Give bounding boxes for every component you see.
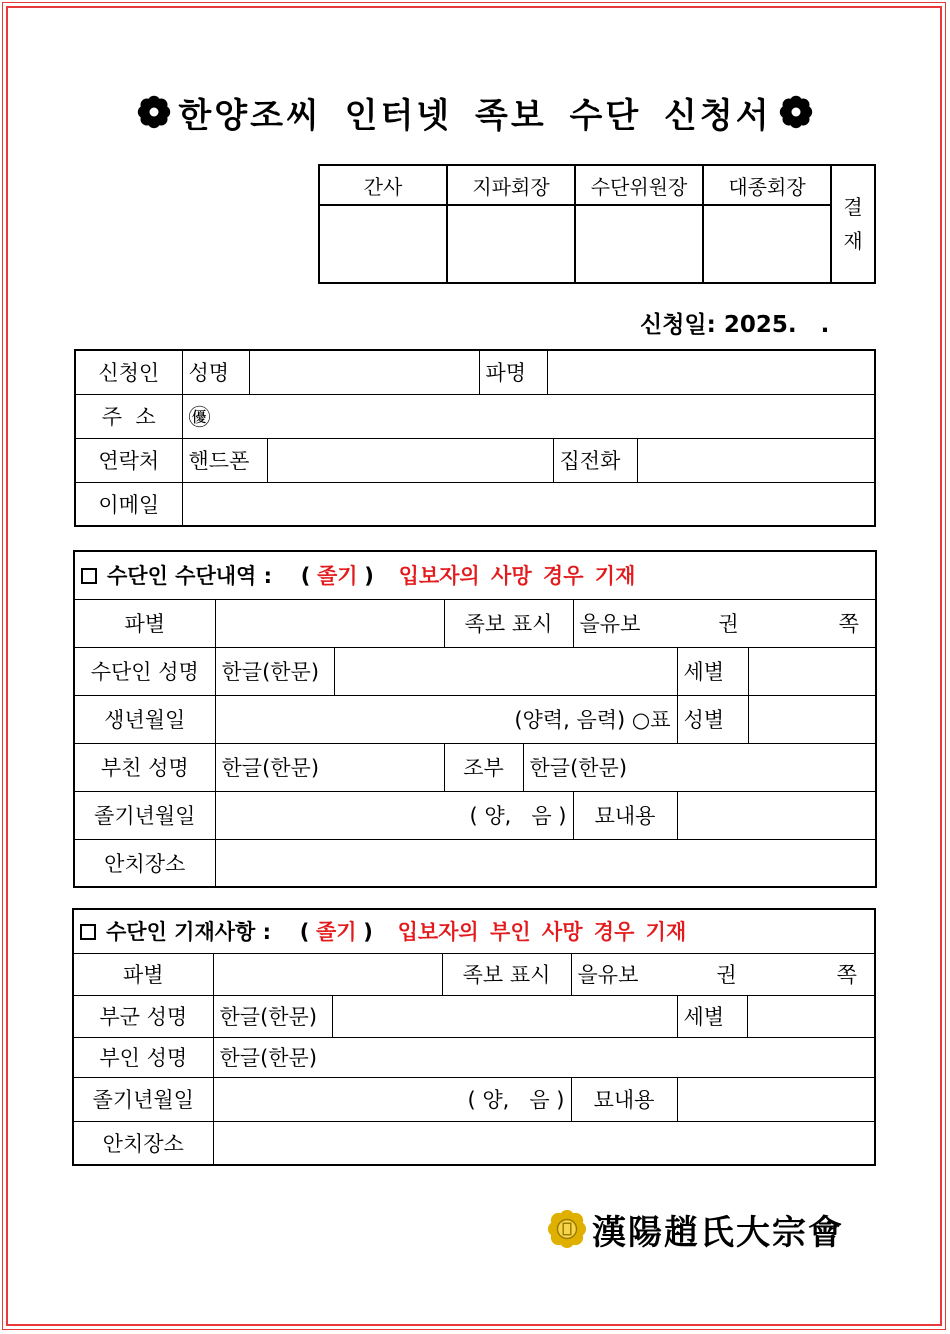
form-title: [130, 86, 820, 138]
s2-volume-unit: 권: [716, 963, 737, 987]
section1-tag: 졸기: [317, 564, 358, 589]
section1-heading-row: [74, 551, 876, 599]
s2-wife-field[interactable]: [213, 1037, 875, 1077]
flower-icon: [136, 94, 172, 130]
approval-header-branch-president: 지파회장: [447, 165, 575, 205]
s1-jokbo-field[interactable]: [573, 599, 876, 647]
clan-seal-icon: [548, 1210, 586, 1248]
s2-death-hint: ( 양, 음 ): [467, 1088, 565, 1112]
application-date-value[interactable]: 2025. .: [723, 312, 830, 338]
email-field[interactable]: [182, 482, 875, 526]
approval-sign-secretary[interactable]: [319, 205, 447, 283]
s1-burial-label: 안치장소: [74, 839, 215, 887]
s1-death-label: 졸기년월일: [74, 791, 215, 839]
mobile-field[interactable]: [267, 438, 553, 482]
section2-tag: 졸기: [316, 920, 357, 945]
approval-table: [318, 164, 876, 284]
approval-sign-committee-chair[interactable]: [575, 205, 703, 283]
postal-mark-icon: ㊝: [188, 405, 211, 431]
s2-death-field[interactable]: [213, 1077, 571, 1121]
s1-generation-field[interactable]: [748, 647, 876, 695]
approval-sign-clan-president[interactable]: [703, 205, 831, 283]
section1-tag-open: (: [300, 564, 311, 589]
s1-death-field[interactable]: [215, 791, 573, 839]
section1-heading: 수단인 수단내역 :: [107, 564, 273, 589]
s2-death-label: 졸기년월일: [73, 1077, 213, 1121]
s1-sex-label: 성별: [677, 695, 748, 743]
s2-burial-label: 안치장소: [73, 1121, 213, 1165]
form-title-text: 한양조씨 인터넷 족보 수단 신청서: [178, 95, 772, 136]
email-label: 이메일: [75, 482, 182, 526]
s2-generation-field[interactable]: [747, 995, 875, 1037]
s1-pa-label: 파별: [74, 599, 215, 647]
section2-tag-close: ): [363, 920, 373, 945]
organization-name: 漢陽趙氏大宗會: [592, 1212, 844, 1253]
s1-burial-field[interactable]: [215, 839, 876, 887]
s2-husband-label: 부군 성명: [73, 995, 213, 1037]
s2-pa-field[interactable]: [213, 953, 442, 995]
checkbox-square-icon: [81, 568, 97, 584]
applicant-table: [74, 349, 876, 527]
applicant-name-label: 성명: [182, 350, 249, 394]
s1-name-field[interactable]: [334, 647, 677, 695]
section2-table: [72, 908, 876, 1166]
s1-name-hangul-label: 한글(한문): [215, 647, 334, 695]
s1-volume-prefix: 을유보: [579, 612, 641, 636]
applicant-pa-label: 파명: [479, 350, 547, 394]
s1-volume-unit: 권: [718, 612, 739, 636]
s2-grave-label: 묘내용: [571, 1077, 677, 1121]
section1-note: 입보자의 사망 경우 기재: [398, 564, 636, 589]
s2-page-unit: 쪽: [836, 963, 857, 987]
s1-grave-label: 묘내용: [573, 791, 677, 839]
s1-page-unit: 쪽: [838, 612, 859, 636]
home-phone-label: 집전화: [553, 438, 637, 482]
application-date: [640, 306, 829, 339]
checkbox-square-icon: [80, 924, 96, 940]
s2-generation-label: 세별: [677, 995, 747, 1037]
s1-jokbo-label: 족보 표시: [444, 599, 573, 647]
s1-death-hint: ( 양, 음 ): [469, 804, 567, 828]
address-label: 주 소: [75, 394, 182, 438]
s1-sex-field[interactable]: [748, 695, 876, 743]
s2-wife-label: 부인 성명: [73, 1037, 213, 1077]
address-field[interactable]: [182, 394, 875, 438]
s1-grave-field[interactable]: [677, 791, 876, 839]
approval-header-secretary: 간사: [319, 165, 447, 205]
approval-header-clan-president: 대종회장: [703, 165, 831, 205]
s1-birth-label: 생년월일: [74, 695, 215, 743]
s2-volume-prefix: 을유보: [577, 963, 639, 987]
s1-father-field[interactable]: [215, 743, 444, 791]
section2-heading: 수단인 기재사항 :: [106, 920, 272, 945]
s2-burial-field[interactable]: [213, 1121, 875, 1165]
section2-tag-open: (: [299, 920, 310, 945]
approval-sign-branch-president[interactable]: [447, 205, 575, 283]
s1-birth-hint: (양력, 음력) ○표: [514, 708, 671, 732]
contact-label: 연락처: [75, 438, 182, 482]
section2-heading-row: [73, 909, 875, 953]
s1-father-label: 부친 성명: [74, 743, 215, 791]
s2-husband-hangul-label: 한글(한문): [213, 995, 332, 1037]
s2-wife-hangul-label: 한글(한문): [219, 1046, 318, 1070]
section1-table: [73, 550, 877, 888]
s2-jokbo-label: 족보 표시: [442, 953, 571, 995]
s1-birth-field[interactable]: [215, 695, 677, 743]
section2-note: 입보자의 부인 사망 경우 기재: [397, 920, 687, 945]
s1-generation-label: 세별: [677, 647, 748, 695]
application-date-label: 신청일:: [640, 312, 716, 338]
applicant-label: 신청인: [75, 350, 182, 394]
s2-husband-field[interactable]: [332, 995, 677, 1037]
s2-grave-field[interactable]: [677, 1077, 875, 1121]
s2-pa-label: 파별: [73, 953, 213, 995]
section1-tag-close: ): [364, 564, 374, 589]
s1-grandfather-hangul-label: 한글(한문): [529, 756, 628, 780]
s2-jokbo-field[interactable]: [571, 953, 875, 995]
s1-pa-field[interactable]: [215, 599, 444, 647]
approval-side-label: 결 재: [831, 165, 875, 283]
applicant-name-field[interactable]: [249, 350, 479, 394]
s1-grandfather-field[interactable]: [523, 743, 876, 791]
s1-name-label: 수단인 성명: [74, 647, 215, 695]
s1-grandfather-label: 조부: [444, 743, 523, 791]
approval-header-committee-chair: 수단위원장: [575, 165, 703, 205]
s1-father-hangul-label: 한글(한문): [221, 756, 320, 780]
organization-logo: [548, 1202, 864, 1256]
applicant-pa-field[interactable]: [547, 350, 875, 394]
home-phone-field[interactable]: [637, 438, 875, 482]
flower-icon: [778, 94, 814, 130]
mobile-label: 핸드폰: [182, 438, 267, 482]
